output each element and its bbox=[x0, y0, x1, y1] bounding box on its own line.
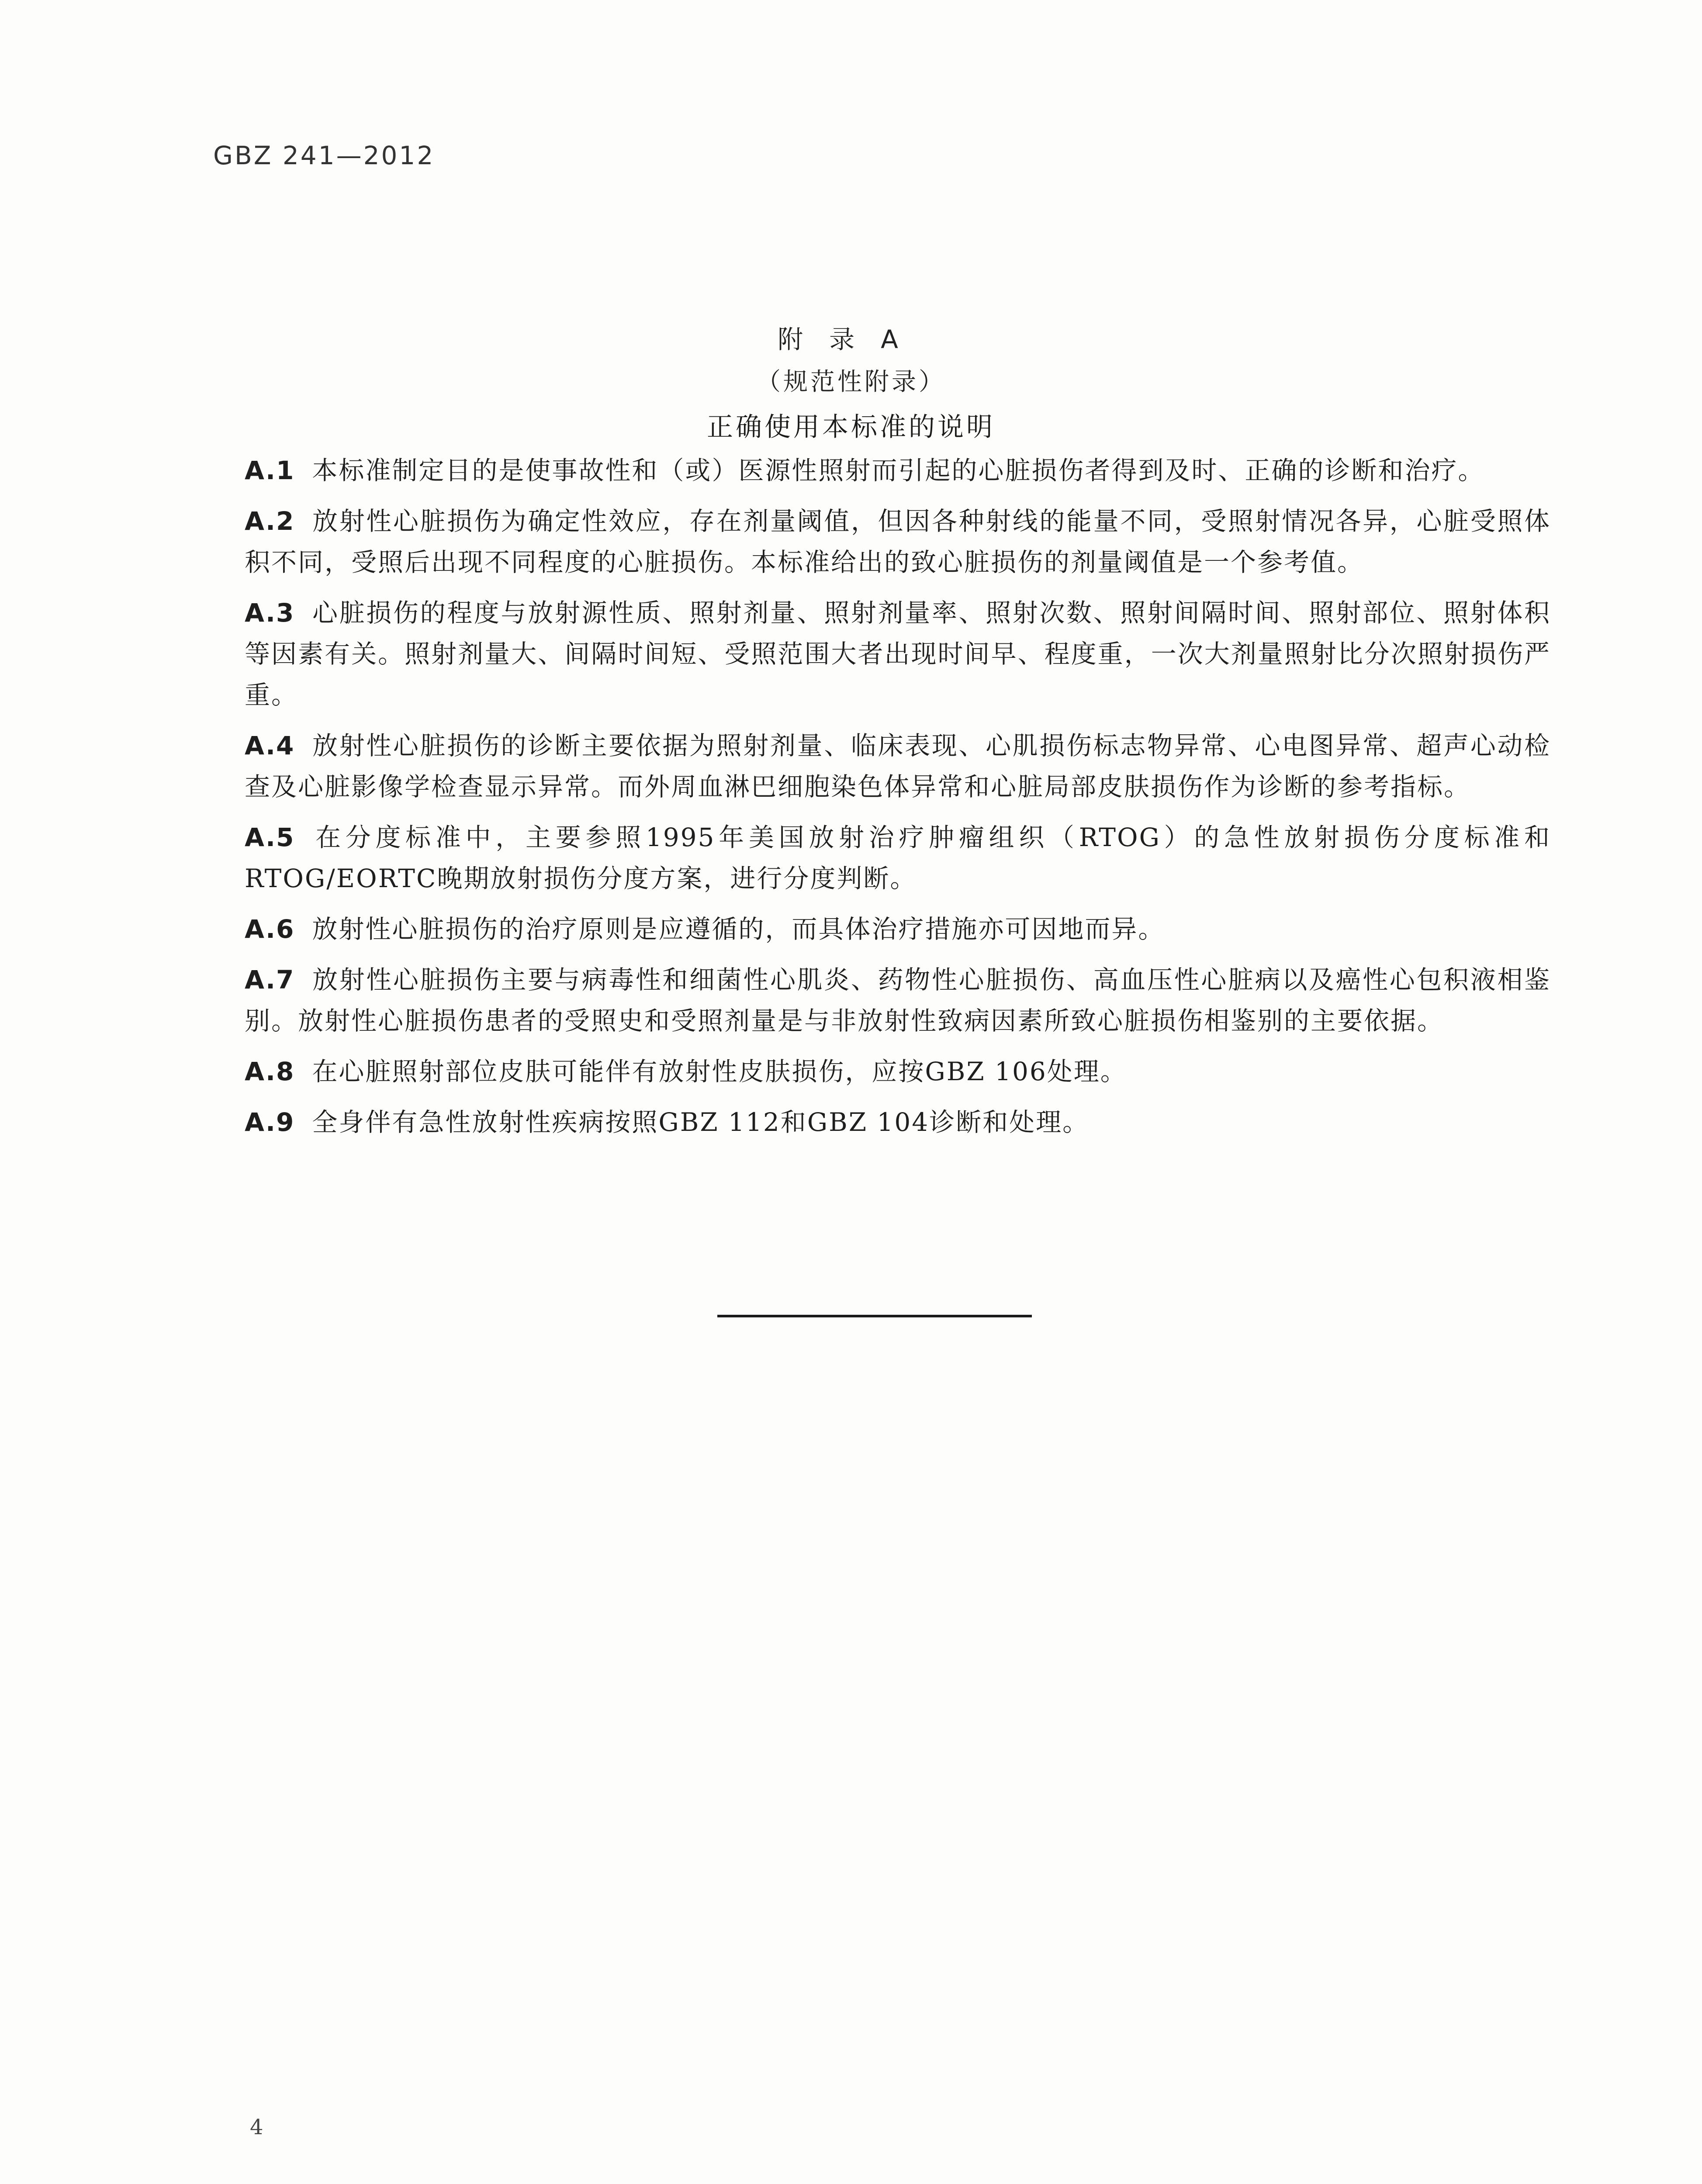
standard-code: GBZ 241—2012 bbox=[213, 141, 435, 170]
clause-text: 放射性心脏损伤的诊断主要依据为照射剂量、临床表现、心肌损伤标志物异常、心电图异常、超声心动检查及心脏影像学检查显示异常。而外周血淋巴细胞染色体异常和心脏局部皮肤损伤作为诊断的参考指标。 bbox=[245, 731, 1551, 802]
appendix-title: 附录A bbox=[778, 325, 924, 354]
clause-a5 bbox=[245, 817, 1551, 899]
clause-number: A.2 bbox=[245, 506, 295, 536]
clause-text: 放射性心脏损伤主要与病毒性和细菌性心肌炎、药物性心脏损伤、高血压性心脏病以及癌性心包积液相鉴别。放射性心脏损伤患者的受照史和受照剂量是与非放射性致病因素所致心脏损伤相鉴别的主要依据。 bbox=[245, 965, 1551, 1036]
clause-a1 bbox=[245, 450, 1551, 491]
clause-a8 bbox=[245, 1051, 1551, 1092]
clause-text: 本标准制定目的是使事故性和（或）医源性照射而引起的心脏损伤者得到及时、正确的诊断和治疗。 bbox=[312, 456, 1485, 485]
appendix-type: （规范性附录） bbox=[756, 368, 946, 396]
clause-a6 bbox=[245, 909, 1551, 950]
clause-number: A.9 bbox=[245, 1107, 295, 1137]
clause-text: 在分度标准中，主要参照1995年美国放射治疗肿瘤组织（RTOG）的急性放射损伤分度标准和RTOG/EORTC晚期放射损伤分度方案，进行分度判断。 bbox=[245, 822, 1551, 893]
clause-a2 bbox=[245, 501, 1551, 583]
clause-text: 放射性心脏损伤的治疗原则是应遵循的，而具体治疗措施亦可因地而异。 bbox=[312, 914, 1165, 944]
clause-number: A.5 bbox=[245, 822, 295, 852]
page-number: 4 bbox=[250, 2115, 263, 2139]
clause-number: A.3 bbox=[245, 598, 295, 628]
clause-text: 心脏损伤的程度与放射源性质、照射剂量、照射剂量率、照射次数、照射间隔时间、照射部位、照射体积等因素有关。照射剂量大、间隔时间短、受照范围大者出现时间早、程度重，一次大剂量照射比分次照射损伤严重。 bbox=[245, 598, 1551, 710]
clause-a4 bbox=[245, 725, 1551, 807]
clause-number: A.7 bbox=[245, 965, 295, 995]
clause-text: 全身伴有急性放射性疾病按照GBZ 112和GBZ 104诊断和处理。 bbox=[312, 1107, 1090, 1137]
appendix-name: 正确使用本标准的说明 bbox=[707, 412, 995, 442]
clause-number: A.1 bbox=[245, 456, 295, 485]
clause-text: 在心脏照射部位皮肤可能伴有放射性皮肤损伤，应按GBZ 106处理。 bbox=[312, 1057, 1127, 1086]
clause-number: A.4 bbox=[245, 731, 295, 760]
clause-list bbox=[245, 450, 1551, 1152]
clause-number: A.8 bbox=[245, 1057, 295, 1086]
clause-a9 bbox=[245, 1102, 1551, 1143]
clause-a7 bbox=[245, 959, 1551, 1041]
clause-a3 bbox=[245, 592, 1551, 715]
clause-number: A.6 bbox=[245, 914, 295, 944]
clause-text: 放射性心脏损伤为确定性效应，存在剂量阈值，但因各种射线的能量不同，受照射情况各异，心脏受照体积不同，受照后出现不同程度的心脏损伤。本标准给出的致心脏损伤的剂量阈值是一个参考值。 bbox=[245, 506, 1551, 577]
end-rule-divider bbox=[717, 1315, 1032, 1317]
